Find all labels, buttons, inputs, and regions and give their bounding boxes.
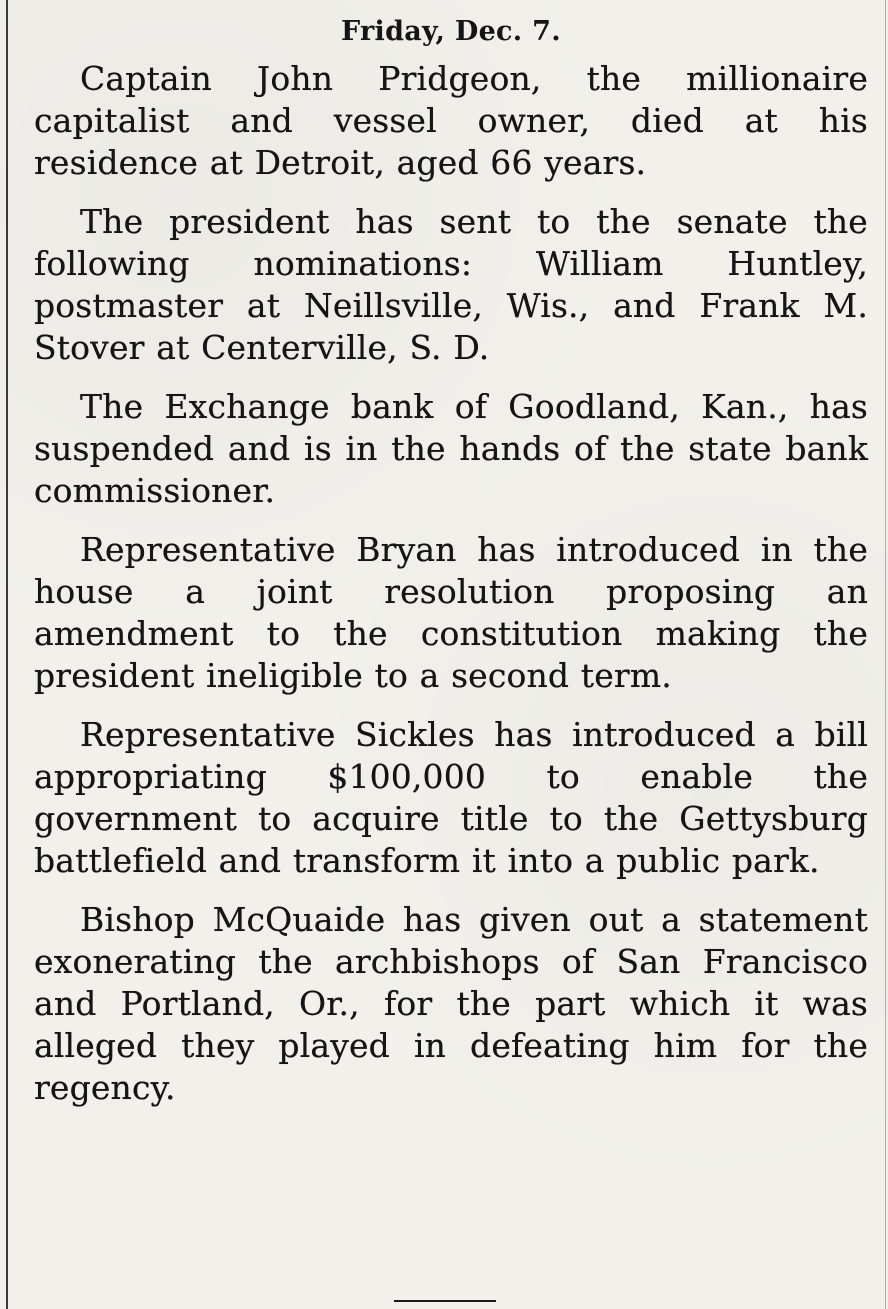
column-right-rule [885,0,886,1309]
section-end-rule [394,1300,496,1302]
news-item-sickles-bill: Representative Sickles has introduced a bill appropriating $100,000 to enable the government to acquire title to the Gettysburg battlefield and transform it into a public park. [34,715,868,880]
news-column [34,12,868,1109]
news-item-bryan-resolution: Representative Bryan has introduced in the house a joint resolution proposing an amendment to the constitution making the president ineligible to a second term. [34,530,868,695]
news-item-goodland-bank: The Exchange bank of Goodland, Kan., has suspended and is in the hands of the state bank commissioner. [34,387,868,510]
column-left-rule [6,0,8,1309]
news-item-nominations: The president has sent to the senate the following nominations: William Huntley, postmaster at Neillsville, Wis., and Frank M. Stover at Centerville, S. D. [34,202,868,367]
news-item-mcquaide: Bishop McQuaide has given out a statement exonerating the archbishops of San Francisco and Portland, Or., for the part which it was alleged they played in defeating him for the regency. [34,900,868,1107]
news-item-pridgeon: Captain John Pridgeon, the millionaire capitalist and vessel owner, died at his residence at Detroit, aged 66 years. [34,59,868,182]
dateline: Friday, Dec. 7. [341,16,561,47]
